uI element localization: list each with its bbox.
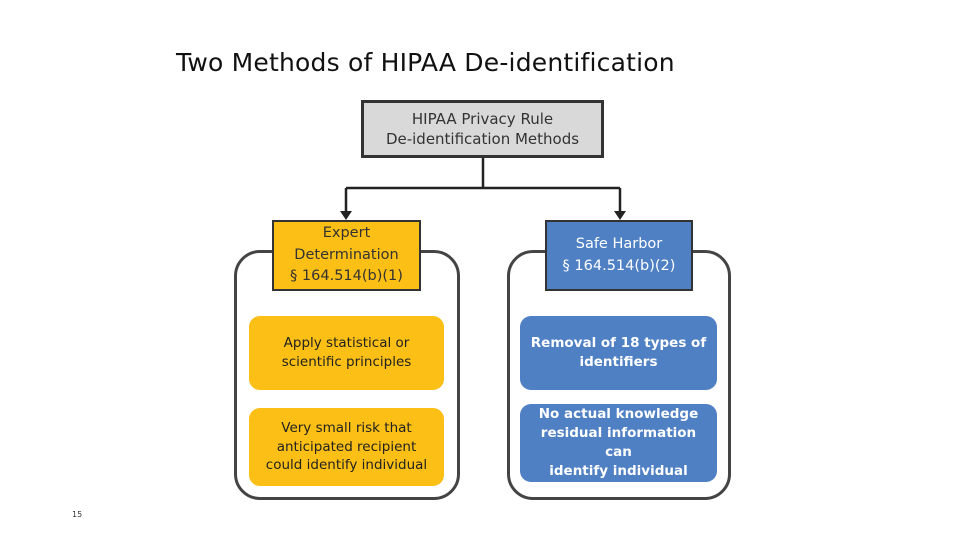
expert-item2-line-1: Very small risk that <box>281 419 412 436</box>
safe-harbor-item2-line-2: residual information can <box>540 425 697 460</box>
safe-harbor-node <box>545 220 693 291</box>
expert-head-line-3: § 164.514(b)(1) <box>290 268 403 285</box>
root-node <box>361 100 604 158</box>
safe-harbor-item-removal <box>520 316 717 390</box>
safe-harbor-head-line-1: Safe Harbor <box>575 235 663 252</box>
expert-item-small-risk <box>249 408 444 486</box>
right-arrowhead <box>614 211 626 220</box>
expert-item1-line-1: Apply statistical or <box>283 335 410 352</box>
root-line-2: De-identification Methods <box>385 130 580 148</box>
safe-harbor-item1-line-2: identifiers <box>579 354 658 370</box>
expert-head-line-1: Expert <box>322 224 371 241</box>
left-arrowhead <box>340 211 352 220</box>
expert-item2-line-3: could identify individual <box>265 457 428 474</box>
safe-harbor-item-no-knowledge <box>520 404 717 482</box>
expert-head-line-2: Determination <box>294 246 399 263</box>
slide-title: Two Methods of HIPAA De-identification <box>176 48 675 77</box>
safe-harbor-item1-line-1: Removal of 18 types of <box>530 335 707 352</box>
expert-item1-line-2: scientific principles <box>281 354 412 370</box>
expert-item2-line-2: anticipated recipient <box>276 438 417 455</box>
safe-harbor-item2-line-3: identify individual <box>549 462 688 479</box>
safe-harbor-item2-line-1: No actual knowledge <box>538 406 699 423</box>
expert-item-statistical-principles <box>249 316 444 390</box>
root-line-1: HIPAA Privacy Rule <box>411 109 554 128</box>
safe-harbor-head-line-2: § 164.514(b)(2) <box>562 257 676 274</box>
expert-determination-node <box>272 220 421 291</box>
page-number: 15 <box>72 510 83 519</box>
